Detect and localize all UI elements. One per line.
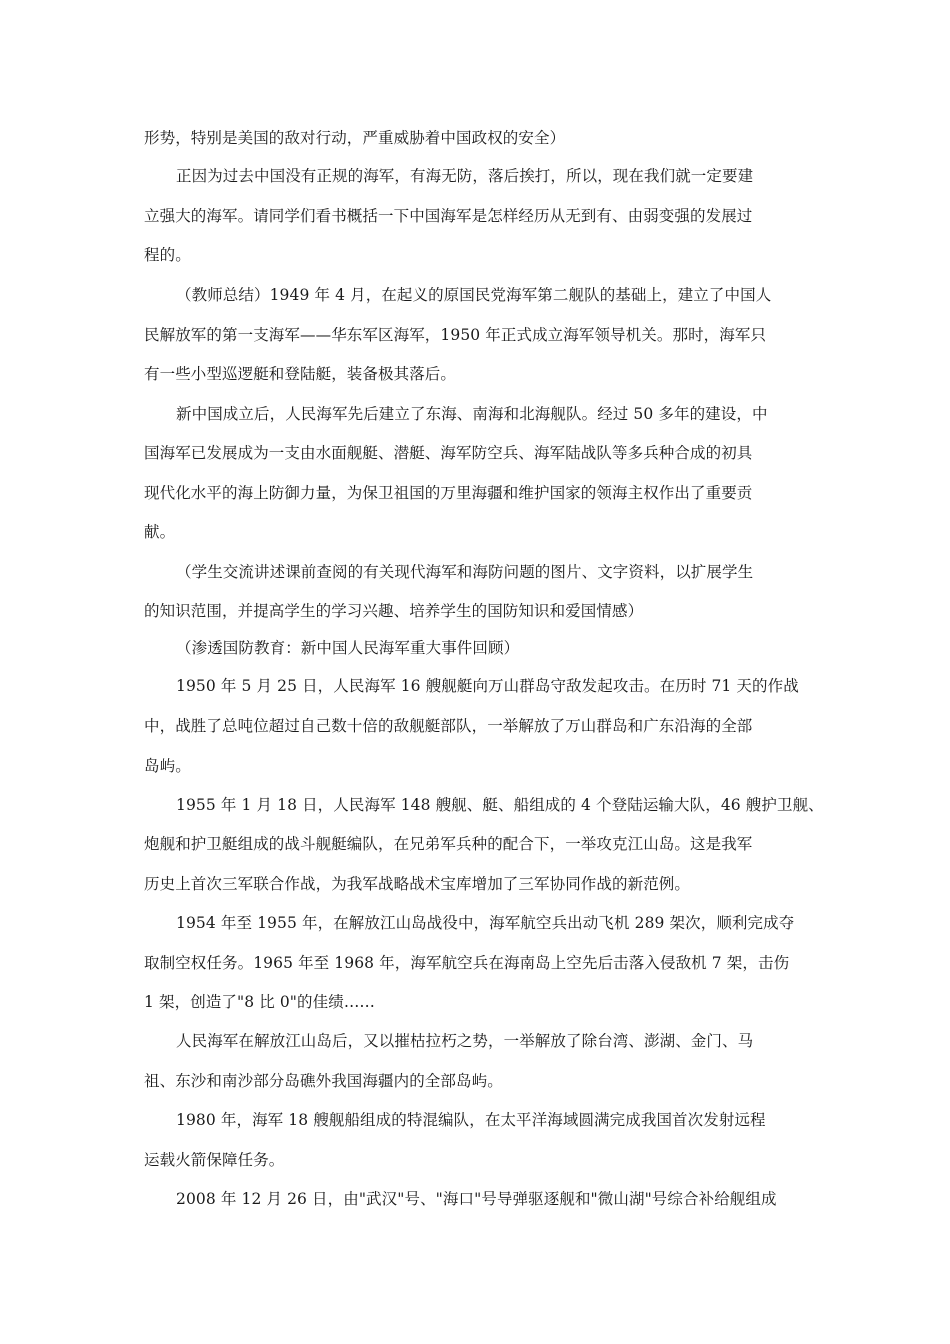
text-line: 取制空权任务。1965 年至 1968 年，海军航空兵在海南岛上空先后击落入侵敌机 7 架，击伤 <box>144 954 790 972</box>
text-line: （学生交流讲述课前查阅的有关现代海军和海防问题的图片、文字资料，以扩展学生 <box>176 563 754 581</box>
text-line: 民解放军的第一支海军——华东军区海军，1950 年正式成立海军领导机关。那时，海军只 <box>144 326 767 344</box>
text-line: 程的。 <box>144 246 191 264</box>
text-line: 中，战胜了总吨位超过自己数十倍的敌舰艇部队，一举解放了万山群岛和广东沿海的全部 <box>144 717 753 735</box>
text-line: 新中国成立后，人民海军先后建立了东海、南海和北海舰队。经过 50 多年的建设，中 <box>176 405 768 423</box>
text-line: 的知识范围，并提高学生的学习兴趣、培养学生的国防知识和爱国情感） <box>144 602 644 620</box>
text-line: 1954 年至 1955 年，在解放江山岛战役中，海军航空兵出动飞机 289 架次，顺利完成夺 <box>176 914 795 932</box>
text-line: 人民海军在解放江山岛后，又以摧枯拉朽之势，一举解放了除台湾、澎湖、金门、马 <box>176 1032 754 1050</box>
text-line: 历史上首次三军联合作战，为我军战略战术宝库增加了三军协同作战的新范例。 <box>144 875 691 893</box>
text-line: （渗透国防教育：新中国人民海军重大事件回顾） <box>176 639 520 657</box>
text-line: 1 架，创造了"8 比 0"的佳绩…… <box>144 993 376 1011</box>
text-line: 国海军已发展成为一支由水面舰艇、潜艇、海军防空兵、海军陆战队等多兵种合成的初具 <box>144 444 753 462</box>
text-line: 献。 <box>144 523 176 541</box>
text-line: 1980 年，海军 18 艘舰船组成的特混编队，在太平洋海域圆满完成我国首次发射远程 <box>176 1111 766 1129</box>
text-line: 岛屿。 <box>144 757 191 775</box>
text-line: 运载火箭保障任务。 <box>144 1151 285 1169</box>
text-line: 形势，特别是美国的敌对行动，严重威胁着中国政权的安全） <box>144 129 566 147</box>
text-line: 现代化水平的海上防御力量，为保卫祖国的万里海疆和维护国家的领海主权作出了重要贡 <box>144 484 753 502</box>
text-line: 有一些小型巡逻艇和登陆艇，装备极其落后。 <box>144 365 457 383</box>
text-line: 炮舰和护卫艇组成的战斗舰艇编队，在兄弟军兵种的配合下，一举攻克江山岛。这是我军 <box>144 835 753 853</box>
text-line: 正因为过去中国没有正规的海军，有海无防，落后挨打，所以，现在我们就一定要建 <box>176 167 754 185</box>
text-line: （教师总结）1949 年 4 月，在起义的原国民党海军第二舰队的基础上，建立了中国人 <box>176 286 772 304</box>
text-line: 立强大的海军。请同学们看书概括一下中国海军是怎样经历从无到有、由弱变强的发展过 <box>144 207 753 225</box>
text-line: 2008 年 12 月 26 日，由"武汉"号、"海口"号导弹驱逐舰和"微山湖"号综合补给舰组成 <box>176 1190 777 1208</box>
text-line: 祖、东沙和南沙部分岛礁外我国海疆内的全部岛屿。 <box>144 1072 503 1090</box>
text-line: 1955 年 1 月 18 日，人民海军 148 艘舰、艇、船组成的 4 个登陆运输大队，46 艘护卫舰、 <box>176 796 824 814</box>
text-line: 1950 年 5 月 25 日，人民海军 16 艘舰艇向万山群岛守敌发起攻击。在历时 71 天的作战 <box>176 677 799 695</box>
